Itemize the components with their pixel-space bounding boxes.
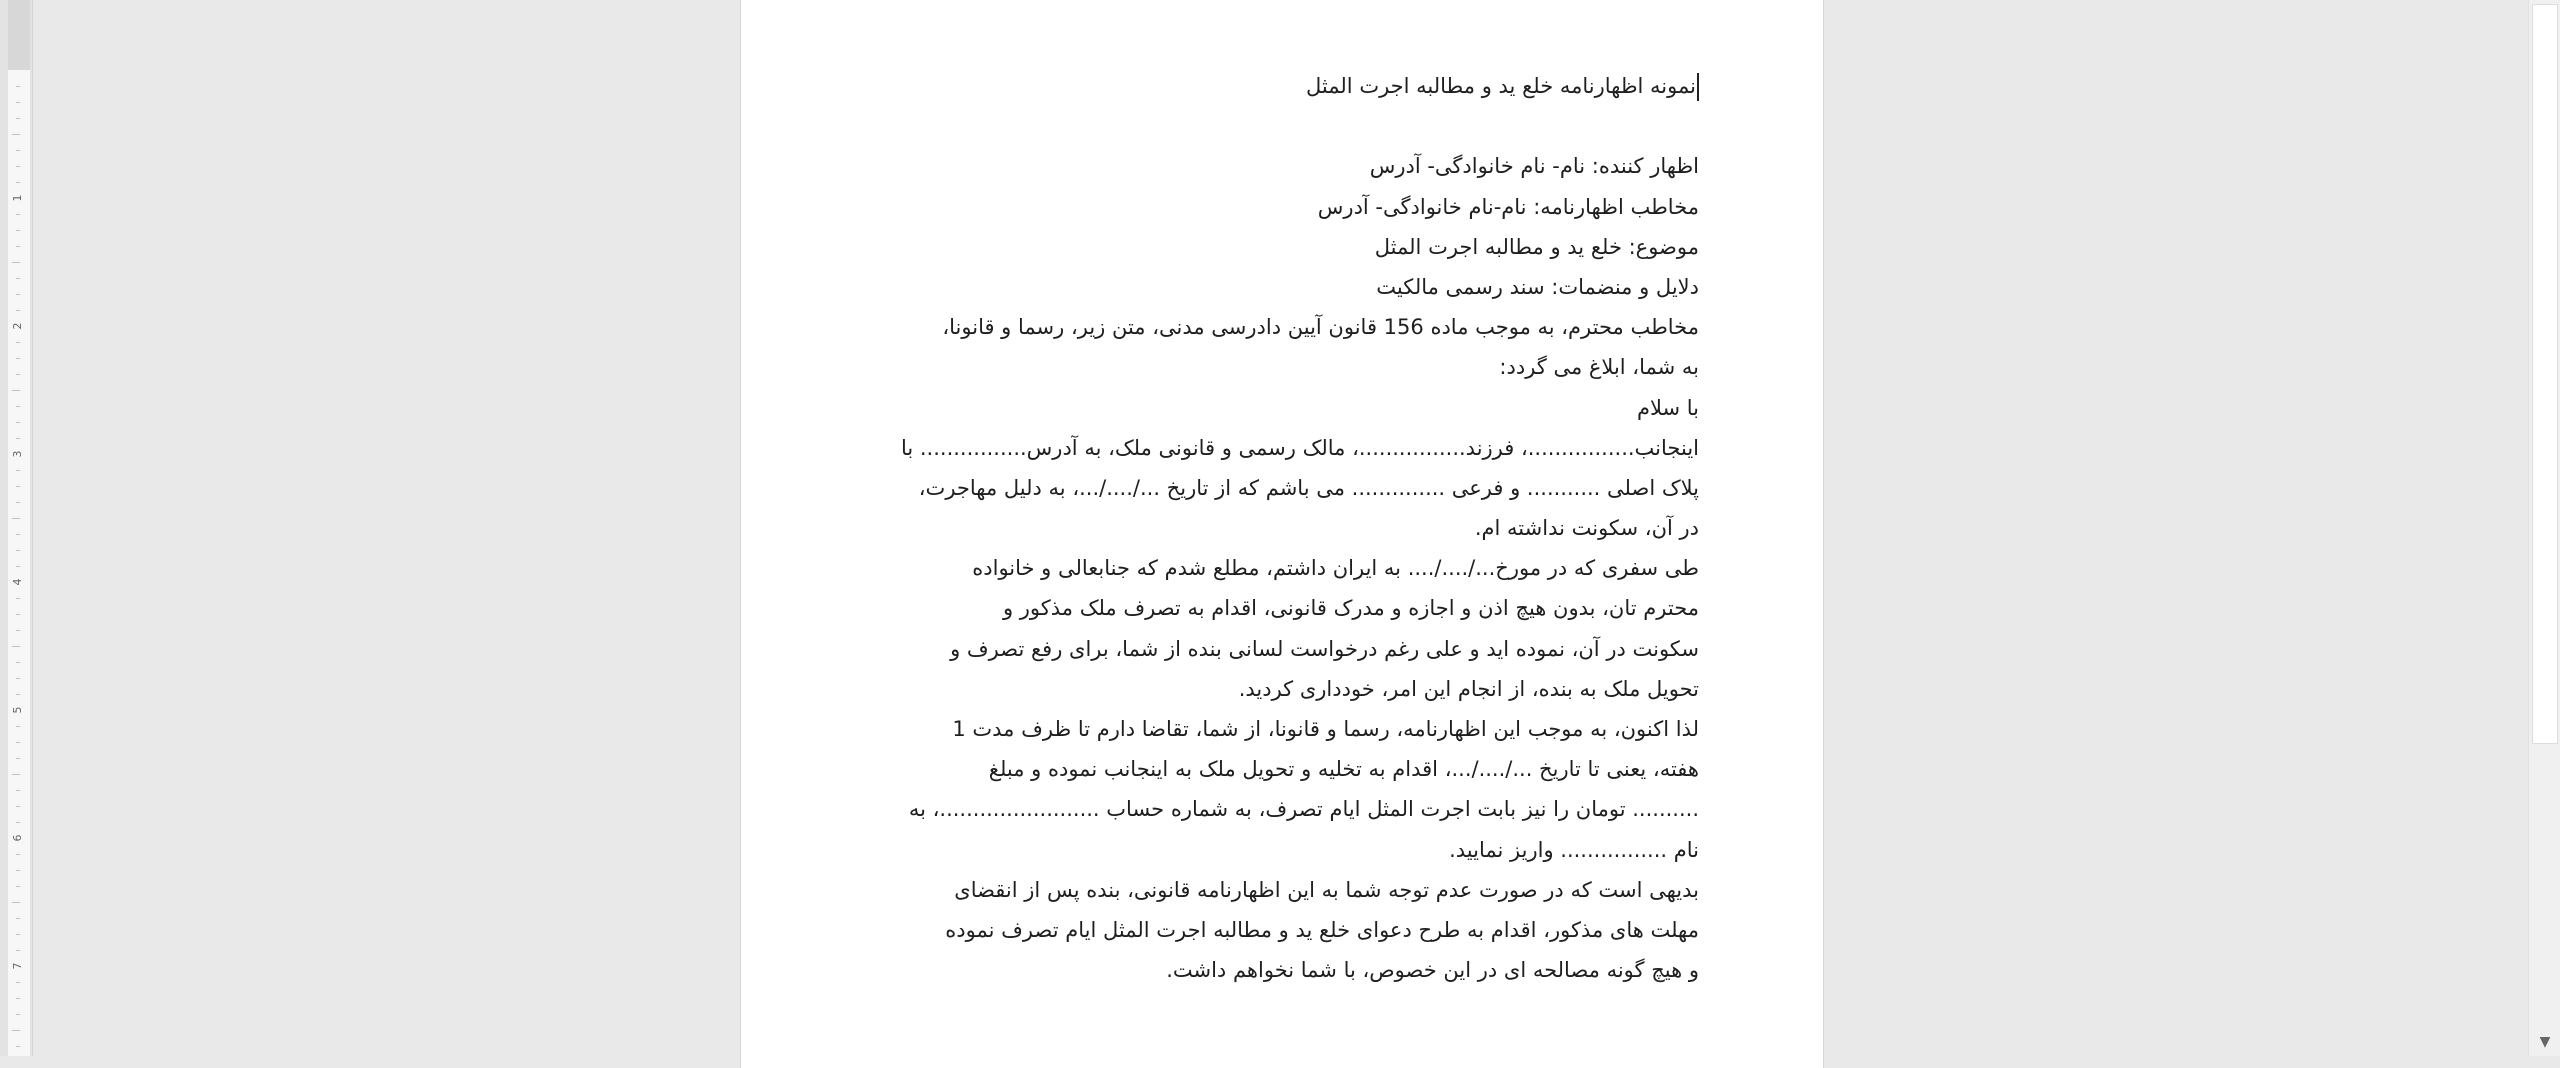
body-line: بدیهی است که در صورت عدم توجه شما به این اظهارنامه قانونی، بنده پس از انقضای [954,877,1699,902]
ruler-tick [16,358,20,359]
ruler-tick [16,214,20,215]
ruler-label: 4 [11,578,24,586]
document-title: نمونه اظهارنامه خلع ید و مطالبه اجرت المثل [1306,74,1696,98]
body-line: تحویل ملک به بنده، از انجام این امر، خودداری کردید. [1238,676,1699,701]
scrollbar-thumb[interactable] [2532,4,2558,744]
ruler-tick [16,422,20,423]
ruler-tick [16,598,20,599]
ruler-tick [12,774,20,775]
ruler-tick [16,822,20,823]
body-line: با سلام [1636,395,1699,420]
ruler-tick [16,118,20,119]
ruler-tick [16,1046,20,1047]
body-line: هفته، یعنی تا تاریخ .../..../...، اقدام به تخلیه و تحویل ملک به اینجانب نموده و مبلغ [988,757,1699,782]
scroll-down-arrow-icon[interactable]: ▼ [2539,1034,2551,1050]
ruler-tick [16,310,20,311]
ruler-label: 2 [11,322,24,330]
ruler-tick [16,534,20,535]
document-page[interactable] [740,0,1824,1068]
ruler-tick [16,86,20,87]
ruler-tick [16,726,20,727]
ruler-tick [16,438,20,439]
ruler-tick [16,998,20,999]
ruler-tick [16,246,20,247]
body-line: و هیچ گونه مصالحه ای در این خصوص، با شما نخواهم داشت. [1166,958,1699,983]
body-line: مخاطب اظهارنامه: نام-نام خانوادگی- آدرس [1317,194,1699,219]
body-line: محترم تان، بدون هیچ اذن و اجازه و مدرک قانونی، اقدام به تصرف ملک مذکور و [1002,596,1699,621]
ruler-tick [12,262,20,263]
text-caret [1697,73,1699,101]
body-line: اظهار کننده: نام- نام خانوادگی- آدرس [1369,154,1699,179]
ruler-tick [16,870,20,871]
body-line: پلاک اصلی ........... و فرعی .............. می باشم که از تاریخ .../..../...، به دلیل مهاجرت، [918,475,1699,500]
ruler-tick [16,278,20,279]
ruler-label: 5 [11,706,24,714]
ruler-label: 6 [11,834,24,842]
body-line: موضوع: خلع ید و مطالبه اجرت المثل [1374,234,1699,259]
ruler-tick [16,150,20,151]
ruler-tick [16,1014,20,1015]
ruler-tick [16,566,20,567]
ruler-tick [16,182,20,183]
ruler-tick [16,230,20,231]
ruler-tick [16,614,20,615]
ruler-tick [16,486,20,487]
ruler-tick [16,374,20,375]
ruler-tick [16,854,20,855]
ruler-tick [16,678,20,679]
ruler-tick [16,694,20,695]
ruler-tick [12,134,20,135]
ruler-tick [16,758,20,759]
ruler-tick [16,934,20,935]
vertical-ruler [0,0,33,1056]
body-line: به شما، ابلاغ می گردد: [1499,355,1699,380]
ruler-tick [12,1030,20,1031]
document-body[interactable] [839,66,1699,990]
ruler-margin-shade [8,0,30,70]
ruler-tick [16,102,20,103]
ruler-tick [12,390,20,391]
ruler-tick [16,630,20,631]
ruler-tick [16,294,20,295]
body-line: در آن، سکونت نداشته ام. [1474,516,1699,541]
ruler-tick [16,886,20,887]
empty-paragraph [839,106,1699,146]
body-line: طی سفری که در مورخ.../..../.... به ایران داشتم، مطلع شدم که جنابعالی و خانواده [972,556,1699,581]
ruler-tick [16,550,20,551]
ruler-tick [16,502,20,503]
body-line: .......... تومان را نیز بابت اجرت المثل ایام تصرف، به شماره حساب ........................، به [908,797,1699,822]
ruler-tick [16,918,20,919]
ruler-tick [12,518,20,519]
body-line: سکونت در آن، نموده اید و علی رغم درخواست لسانی بنده از شما، برای رفع تصرف و [950,636,1699,661]
vertical-scrollbar[interactable] [2528,0,2560,1056]
body-line: لذا اکنون، به موجب این اظهارنامه، رسما و قانونا، از شما، تقاضا دارم تا ظرف مدت 1 [952,717,1699,741]
ruler-tick [12,646,20,647]
ruler-tick [12,902,20,903]
ruler-label: 7 [11,962,24,970]
ruler-strip [8,0,30,1056]
body-line: اینجانب................، فرزند................، مالک رسمی و قانونی ملک، به آدرس................ با [900,435,1699,460]
ruler-tick [16,166,20,167]
ruler-tick [16,470,20,471]
body-line: مخاطب محترم، به موجب ماده 156 قانون آیین دادرسی مدنی، متن زیر، رسما و قانونا، [942,315,1699,340]
ruler-tick [16,662,20,663]
ruler-label: 1 [11,194,24,202]
ruler-tick [16,950,20,951]
document-title-line[interactable] [839,66,1699,106]
ruler-label: 3 [11,450,24,458]
ruler-tick [16,982,20,983]
ruler-tick [16,406,20,407]
ruler-tick [16,342,20,343]
body-line: دلایل و منضمات: سند رسمی مالکیت [1376,274,1699,299]
body-line: نام ................ واریز نمایید. [1449,837,1699,862]
body-line: مهلت های مذکور، اقدام به طرح دعوای خلع ید و مطالبه اجرت المثل ایام تصرف نموده [945,917,1699,942]
ruler-tick [16,806,20,807]
ruler-tick [16,742,20,743]
ruler-tick [16,790,20,791]
